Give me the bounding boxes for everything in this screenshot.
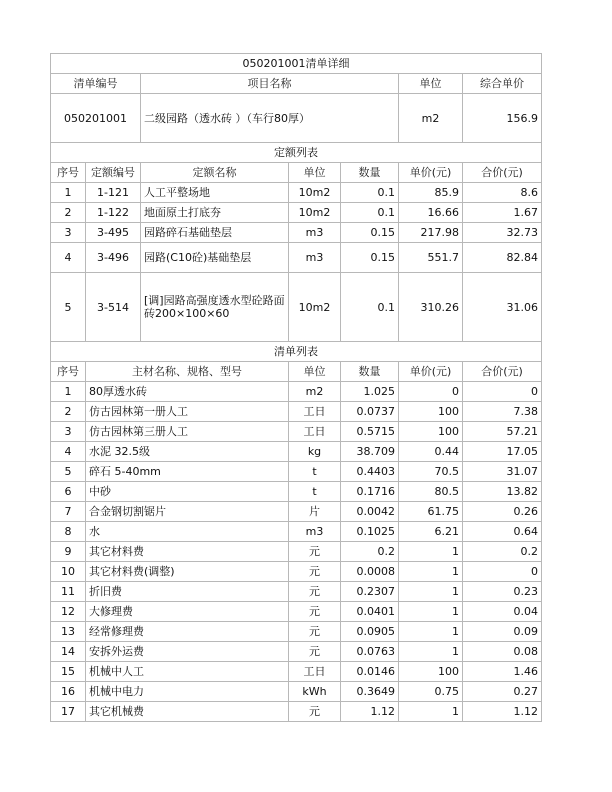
material-unit: t <box>289 462 341 482</box>
material-unit: 工日 <box>289 402 341 422</box>
quota-seq: 4 <box>51 243 86 273</box>
material-total: 17.05 <box>463 442 542 462</box>
material-price: 1 <box>399 562 463 582</box>
material-row <box>51 482 542 502</box>
material-total: 57.21 <box>463 422 542 442</box>
quota-total: 31.06 <box>463 273 542 342</box>
quota-seq-header: 序号 <box>51 163 86 183</box>
material-total: 0.26 <box>463 502 542 522</box>
material-seq: 3 <box>51 422 86 442</box>
material-row <box>51 602 542 622</box>
quota-qty-header: 数量 <box>341 163 399 183</box>
item-price-header: 综合单价 <box>463 74 542 94</box>
quota-code: 1-122 <box>86 203 141 223</box>
material-row <box>51 422 542 442</box>
material-price: 6.21 <box>399 522 463 542</box>
item-code-header: 清单编号 <box>51 74 141 94</box>
material-unit: 元 <box>289 602 341 622</box>
material-unit: 片 <box>289 502 341 522</box>
material-unit: t <box>289 482 341 502</box>
quota-qty: 0.15 <box>341 243 399 273</box>
quota-total: 1.67 <box>463 203 542 223</box>
material-section-title: 清单列表 <box>51 342 542 362</box>
quota-name: [调]园路高强度透水型砼路面砖200×100×60 <box>141 273 289 342</box>
item-unit-header: 单位 <box>399 74 463 94</box>
material-qty: 0.1716 <box>341 482 399 502</box>
material-unit-header: 单位 <box>289 362 341 382</box>
quota-code: 3-514 <box>86 273 141 342</box>
title-row <box>51 54 542 74</box>
material-seq-header: 序号 <box>51 362 86 382</box>
material-qty: 0.0146 <box>341 662 399 682</box>
material-row <box>51 622 542 642</box>
quota-code-header: 定额编号 <box>86 163 141 183</box>
material-price: 100 <box>399 422 463 442</box>
material-price: 0.44 <box>399 442 463 462</box>
quota-code: 3-496 <box>86 243 141 273</box>
material-price: 1 <box>399 642 463 662</box>
material-qty: 0.0737 <box>341 402 399 422</box>
quota-header-row <box>51 163 542 183</box>
quota-row <box>51 183 542 203</box>
material-total: 13.82 <box>463 482 542 502</box>
material-qty: 0.0042 <box>341 502 399 522</box>
material-seq: 16 <box>51 682 86 702</box>
material-seq: 14 <box>51 642 86 662</box>
material-name: 其它材料费(调整) <box>86 562 289 582</box>
quota-price: 217.98 <box>399 223 463 243</box>
material-unit: 工日 <box>289 662 341 682</box>
material-total: 0 <box>463 382 542 402</box>
material-price: 100 <box>399 662 463 682</box>
quota-unit: 10m2 <box>289 183 341 203</box>
item-name-header: 项目名称 <box>141 74 399 94</box>
material-qty: 1.12 <box>341 702 399 722</box>
item-code: 050201001 <box>51 94 141 143</box>
quota-total-header: 合价(元) <box>463 163 542 183</box>
quota-seq: 3 <box>51 223 86 243</box>
material-seq: 7 <box>51 502 86 522</box>
material-unit: 工日 <box>289 422 341 442</box>
material-seq: 11 <box>51 582 86 602</box>
item-header-row <box>51 74 542 94</box>
material-name: 折旧费 <box>86 582 289 602</box>
material-row <box>51 662 542 682</box>
material-total-header: 合价(元) <box>463 362 542 382</box>
material-row <box>51 542 542 562</box>
material-qty: 0.5715 <box>341 422 399 442</box>
material-seq: 17 <box>51 702 86 722</box>
material-qty: 0.0401 <box>341 602 399 622</box>
material-row <box>51 382 542 402</box>
material-row <box>51 702 542 722</box>
page-title: 050201001清单详细 <box>51 54 542 74</box>
material-seq: 10 <box>51 562 86 582</box>
material-total: 31.07 <box>463 462 542 482</box>
material-unit: m3 <box>289 522 341 542</box>
material-unit: 元 <box>289 542 341 562</box>
material-name: 碎石 5-40mm <box>86 462 289 482</box>
material-seq: 2 <box>51 402 86 422</box>
quota-unit: 10m2 <box>289 273 341 342</box>
material-row <box>51 522 542 542</box>
material-total: 0.2 <box>463 542 542 562</box>
material-qty: 38.709 <box>341 442 399 462</box>
material-name: 安拆外运费 <box>86 642 289 662</box>
material-name: 仿古园林第一册人工 <box>86 402 289 422</box>
material-row <box>51 442 542 462</box>
material-row <box>51 502 542 522</box>
material-price: 1 <box>399 542 463 562</box>
material-price: 1 <box>399 602 463 622</box>
material-name-header: 主材名称、规格、型号 <box>86 362 289 382</box>
item-price: 156.9 <box>463 94 542 143</box>
quota-code: 1-121 <box>86 183 141 203</box>
material-seq: 1 <box>51 382 86 402</box>
material-total: 0.09 <box>463 622 542 642</box>
material-name: 其它机械费 <box>86 702 289 722</box>
material-qty: 0.2307 <box>341 582 399 602</box>
material-seq: 5 <box>51 462 86 482</box>
material-seq: 15 <box>51 662 86 682</box>
material-unit: 元 <box>289 702 341 722</box>
quota-code: 3-495 <box>86 223 141 243</box>
material-unit: 元 <box>289 562 341 582</box>
material-qty-header: 数量 <box>341 362 399 382</box>
material-qty: 0.0905 <box>341 622 399 642</box>
material-price: 70.5 <box>399 462 463 482</box>
material-seq: 4 <box>51 442 86 462</box>
quota-qty: 0.1 <box>341 183 399 203</box>
material-total: 0 <box>463 562 542 582</box>
material-price-header: 单价(元) <box>399 362 463 382</box>
material-row <box>51 462 542 482</box>
quota-row <box>51 243 542 273</box>
material-name: 机械中人工 <box>86 662 289 682</box>
material-row <box>51 642 542 662</box>
material-unit: m2 <box>289 382 341 402</box>
material-total: 0.64 <box>463 522 542 542</box>
quota-total: 8.6 <box>463 183 542 203</box>
material-unit: 元 <box>289 622 341 642</box>
quota-section-title: 定额列表 <box>51 143 542 163</box>
material-total: 0.27 <box>463 682 542 702</box>
material-unit: kWh <box>289 682 341 702</box>
item-name: 二级园路（透水砖 ）（车行80厚） <box>141 94 399 143</box>
material-seq: 12 <box>51 602 86 622</box>
material-unit: kg <box>289 442 341 462</box>
quota-qty: 0.1 <box>341 273 399 342</box>
quota-price: 16.66 <box>399 203 463 223</box>
material-row <box>51 582 542 602</box>
material-price: 1 <box>399 702 463 722</box>
material-name: 80厚透水砖 <box>86 382 289 402</box>
quota-qty: 0.15 <box>341 223 399 243</box>
quota-name: 园路碎石基础垫层 <box>141 223 289 243</box>
quota-unit: m3 <box>289 223 341 243</box>
quota-price-header: 单价(元) <box>399 163 463 183</box>
quota-row <box>51 273 542 342</box>
material-total: 0.04 <box>463 602 542 622</box>
quota-qty: 0.1 <box>341 203 399 223</box>
quota-section-row <box>51 143 542 163</box>
quota-unit: 10m2 <box>289 203 341 223</box>
material-qty: 0.4403 <box>341 462 399 482</box>
quota-price: 85.9 <box>399 183 463 203</box>
material-qty: 0.3649 <box>341 682 399 702</box>
material-unit: 元 <box>289 642 341 662</box>
quota-total: 82.84 <box>463 243 542 273</box>
quota-price: 310.26 <box>399 273 463 342</box>
material-total: 0.23 <box>463 582 542 602</box>
material-name: 机械中电力 <box>86 682 289 702</box>
quota-seq: 1 <box>51 183 86 203</box>
material-price: 1 <box>399 622 463 642</box>
material-qty: 0.0008 <box>341 562 399 582</box>
material-total: 7.38 <box>463 402 542 422</box>
material-price: 100 <box>399 402 463 422</box>
material-unit: 元 <box>289 582 341 602</box>
material-name: 中砂 <box>86 482 289 502</box>
material-row <box>51 682 542 702</box>
material-price: 61.75 <box>399 502 463 522</box>
item-row <box>51 94 542 143</box>
material-section-row <box>51 342 542 362</box>
material-qty: 0.2 <box>341 542 399 562</box>
quota-name-header: 定额名称 <box>141 163 289 183</box>
material-qty: 0.0763 <box>341 642 399 662</box>
material-name: 其它材料费 <box>86 542 289 562</box>
material-qty: 0.1025 <box>341 522 399 542</box>
material-name: 大修理费 <box>86 602 289 622</box>
quota-name: 园路(C10砼)基础垫层 <box>141 243 289 273</box>
material-price: 1 <box>399 582 463 602</box>
material-name: 合金钢切割锯片 <box>86 502 289 522</box>
material-row <box>51 562 542 582</box>
quota-row <box>51 203 542 223</box>
item-unit: m2 <box>399 94 463 143</box>
material-name: 水 <box>86 522 289 542</box>
quota-name: 地面原土打底夯 <box>141 203 289 223</box>
material-seq: 9 <box>51 542 86 562</box>
detail-table <box>50 53 542 722</box>
quota-unit-header: 单位 <box>289 163 341 183</box>
quota-unit: m3 <box>289 243 341 273</box>
quota-seq: 2 <box>51 203 86 223</box>
material-price: 0.75 <box>399 682 463 702</box>
material-header-row <box>51 362 542 382</box>
material-price: 80.5 <box>399 482 463 502</box>
material-seq: 13 <box>51 622 86 642</box>
quota-row <box>51 223 542 243</box>
material-total: 1.46 <box>463 662 542 682</box>
quota-price: 551.7 <box>399 243 463 273</box>
material-seq: 6 <box>51 482 86 502</box>
material-seq: 8 <box>51 522 86 542</box>
quota-total: 32.73 <box>463 223 542 243</box>
quota-seq: 5 <box>51 273 86 342</box>
material-name: 仿古园林第三册人工 <box>86 422 289 442</box>
material-price: 0 <box>399 382 463 402</box>
quota-name: 人工平整场地 <box>141 183 289 203</box>
material-name: 水泥 32.5级 <box>86 442 289 462</box>
material-total: 1.12 <box>463 702 542 722</box>
material-name: 经常修理费 <box>86 622 289 642</box>
material-total: 0.08 <box>463 642 542 662</box>
material-qty: 1.025 <box>341 382 399 402</box>
material-row <box>51 402 542 422</box>
